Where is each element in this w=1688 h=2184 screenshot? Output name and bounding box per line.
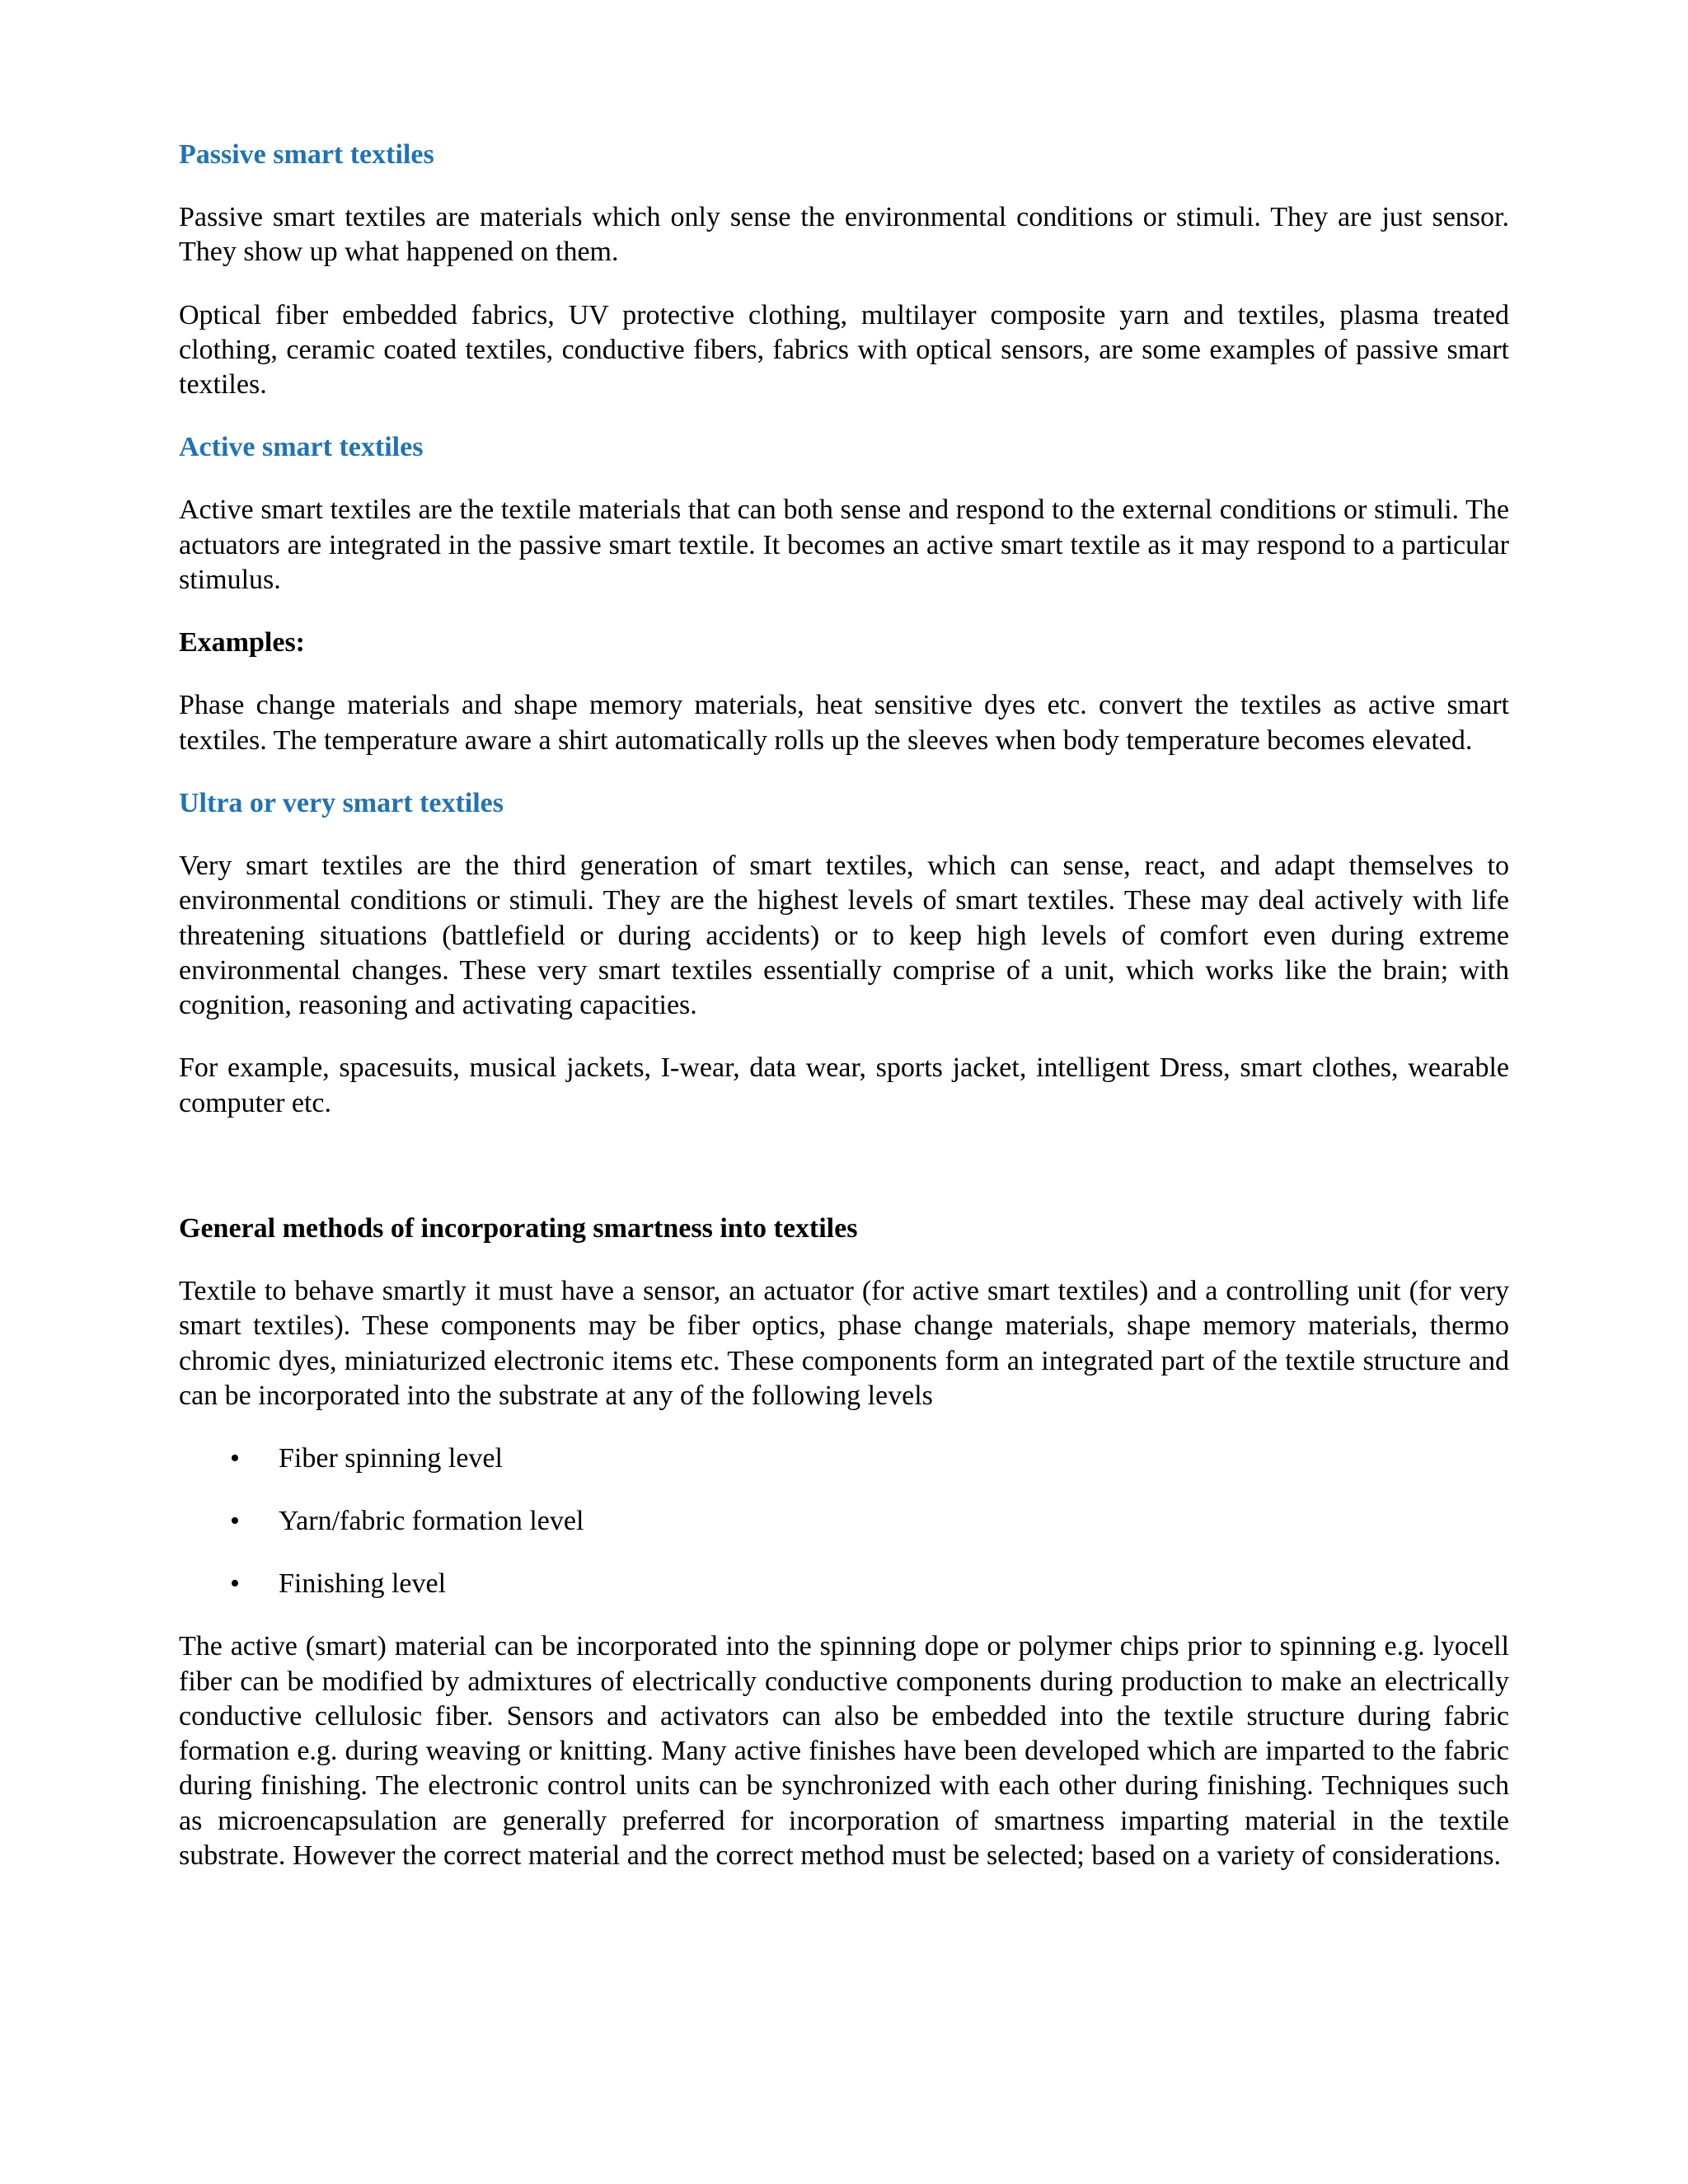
heading-general-methods: General methods of incorporating smartness into textiles: [179, 1213, 858, 1244]
paragraph-methods-detail: The active (smart) material can be incorporated into the spinning dope or polymer chips prior to spinning e.g. lyocell fiber can be modified by admixtures of electrically conductive components during production to make an electrically conductive cellulosic fiber. Sensors and activators can also be embedded into the textile structure during fabric formation e.g. during weaving or knitting. Many active finishes have been developed which are imparted to the fabric during finishing. The electronic control units can be synchronized with each other during finishing. Techniques such as microencapsulation are generally preferred for incorporation of smartness imparting material in the textile substrate. However the correct material and the correct method must be selected; based on a variety of considerations.: [179, 1631, 1509, 1872]
paragraph-active-definition: Active smart textiles are the textile materials that can both sense and respond to the external conditions or stimuli. The actuators are integrated in the passive smart textile. It becomes an active smart textile as it may respond to a particular stimulus.: [179, 494, 1509, 596]
paragraph-passive-examples: Optical fiber embedded fabrics, UV protective clothing, multilayer composite yarn and textiles, plasma treated clothing, ceramic coated textiles, conductive fibers, fabrics with optical sensors, are some examples of passive smart textiles.: [179, 299, 1509, 401]
heading-active-smart-textiles: Active smart textiles: [179, 432, 424, 463]
list-item-label: Fiber spinning level: [279, 1443, 503, 1474]
list-item: [179, 1567, 1509, 1601]
bullet-glyph: •: [230, 1506, 240, 1537]
paragraph-methods-intro: Textile to behave smartly it must have a sensor, an actuator (for active smart textiles) and a controlling unit (for very smart textiles). These components may be fiber optics, phase change materials, shape memory materials, thermo chromic dyes, miniaturized electronic items etc. These components form an integrated part of the textile structure and can be incorporated into the substrate at any of the following levels: [179, 1276, 1509, 1411]
bullet-glyph: •: [230, 1568, 240, 1600]
document-body: [179, 138, 1509, 1873]
paragraph-active-examples: Phase change materials and shape memory materials, heat sensitive dyes etc. convert the textiles as active smart textiles. The temperature aware a shirt automatically rolls up the sleeves when body temperature becomes elevated.: [179, 690, 1509, 756]
bullet-glyph: •: [230, 1443, 240, 1474]
list-item: [179, 1441, 1509, 1476]
list-item: [179, 1504, 1509, 1539]
paragraph-ultra-definition: Very smart textiles are the third generation of smart textiles, which can sense, react, and adapt themselves to environmental conditions or stimuli. They are the highest levels of smart textiles. These may deal actively with life threatening situations (battlefield or during accidents) or to keep high levels of comfort even during extreme environmental changes. These very smart textiles essentially comprise of a unit, which works like the brain; with cognition, reasoning and activating capacities.: [179, 850, 1509, 1021]
incorporation-levels-list: [179, 1441, 1509, 1601]
paragraph-passive-definition: Passive smart textiles are materials which only sense the environmental conditions or stimuli. They are just sensor. They show up what happened on them.: [179, 202, 1509, 268]
list-item-label: Yarn/fabric formation level: [279, 1506, 584, 1537]
heading-examples: Examples:: [179, 627, 305, 658]
list-item-label: Finishing level: [279, 1568, 447, 1600]
heading-ultra-smart-textiles: Ultra or very smart textiles: [179, 787, 504, 818]
paragraph-ultra-examples: For example, spacesuits, musical jackets, I-wear, data wear, sports jacket, intelligent Dress, smart clothes, wearable computer etc.: [179, 1052, 1509, 1118]
heading-passive-smart-textiles: Passive smart textiles: [179, 139, 434, 170]
